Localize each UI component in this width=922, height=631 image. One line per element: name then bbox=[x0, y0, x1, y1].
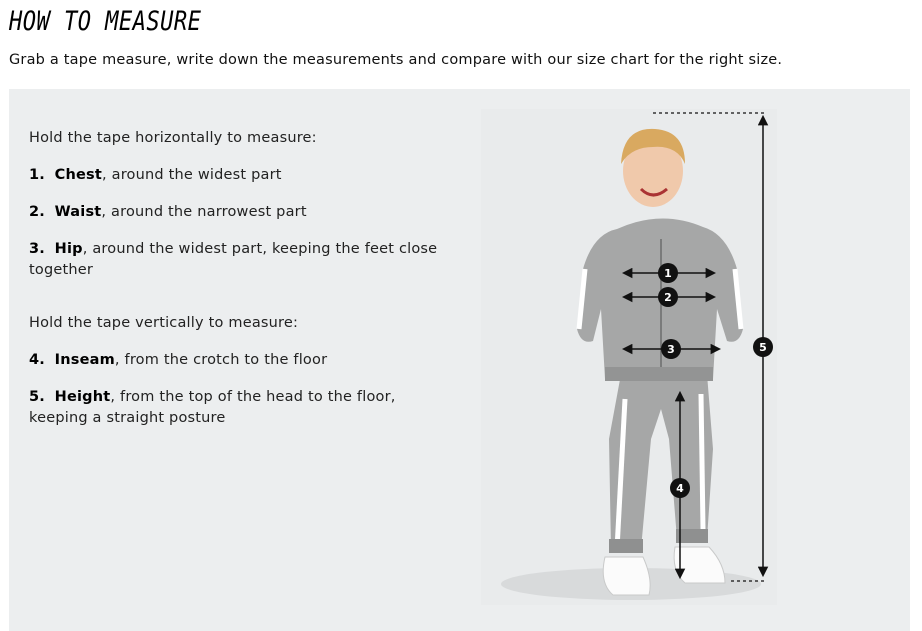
horizontal-steps bbox=[29, 165, 449, 281]
measure-guide-panel bbox=[9, 89, 910, 631]
marker-height bbox=[753, 337, 773, 357]
marker-hip bbox=[661, 339, 681, 359]
child-figure-photo bbox=[481, 109, 777, 605]
marker-chest bbox=[658, 263, 678, 283]
marker-label: 1 bbox=[664, 267, 672, 280]
step-height bbox=[29, 387, 449, 429]
marker-waist bbox=[658, 287, 678, 307]
step-description: , around the narrowest part bbox=[101, 204, 307, 220]
child-head bbox=[621, 129, 685, 207]
step-term: Inseam bbox=[54, 352, 115, 368]
step-waist bbox=[29, 202, 449, 223]
marker-label: 4 bbox=[676, 482, 684, 495]
page-subtitle: Grab a tape measure, write down the measurements and compare with our size chart for the right size. bbox=[9, 52, 783, 68]
trouser-legs bbox=[609, 374, 713, 553]
step-term: Hip bbox=[54, 241, 83, 257]
instructions-block bbox=[29, 128, 449, 429]
vertical-steps bbox=[29, 350, 449, 429]
step-hip bbox=[29, 239, 449, 281]
step-number: 4. bbox=[29, 352, 45, 368]
step-number: 1. bbox=[29, 167, 45, 183]
marker-label: 5 bbox=[759, 341, 767, 354]
marker-label: 3 bbox=[667, 343, 675, 356]
step-term: Chest bbox=[54, 167, 102, 183]
step-term: Waist bbox=[54, 204, 102, 220]
step-chest bbox=[29, 165, 449, 186]
vertical-intro: Hold the tape vertically to measure: bbox=[29, 315, 299, 331]
step-number: 3. bbox=[29, 241, 45, 257]
marker-inseam bbox=[670, 478, 690, 498]
horizontal-intro: Hold the tape horizontally to measure: bbox=[29, 130, 317, 146]
step-number: 2. bbox=[29, 204, 45, 220]
measurement-illustration bbox=[481, 109, 777, 605]
page-title: HOW TO MEASURE bbox=[9, 6, 202, 37]
step-description: , around the widest part, keeping the feet close together bbox=[29, 241, 438, 278]
step-description: , from the crotch to the floor bbox=[114, 352, 328, 368]
step-term: Height bbox=[54, 389, 111, 405]
step-number: 5. bbox=[29, 389, 45, 405]
marker-label: 2 bbox=[664, 291, 672, 304]
step-description: , around the widest part bbox=[102, 167, 282, 183]
step-inseam bbox=[29, 350, 449, 371]
step-description: , from the top of the head to the floor, keeping a straight posture bbox=[29, 389, 396, 426]
